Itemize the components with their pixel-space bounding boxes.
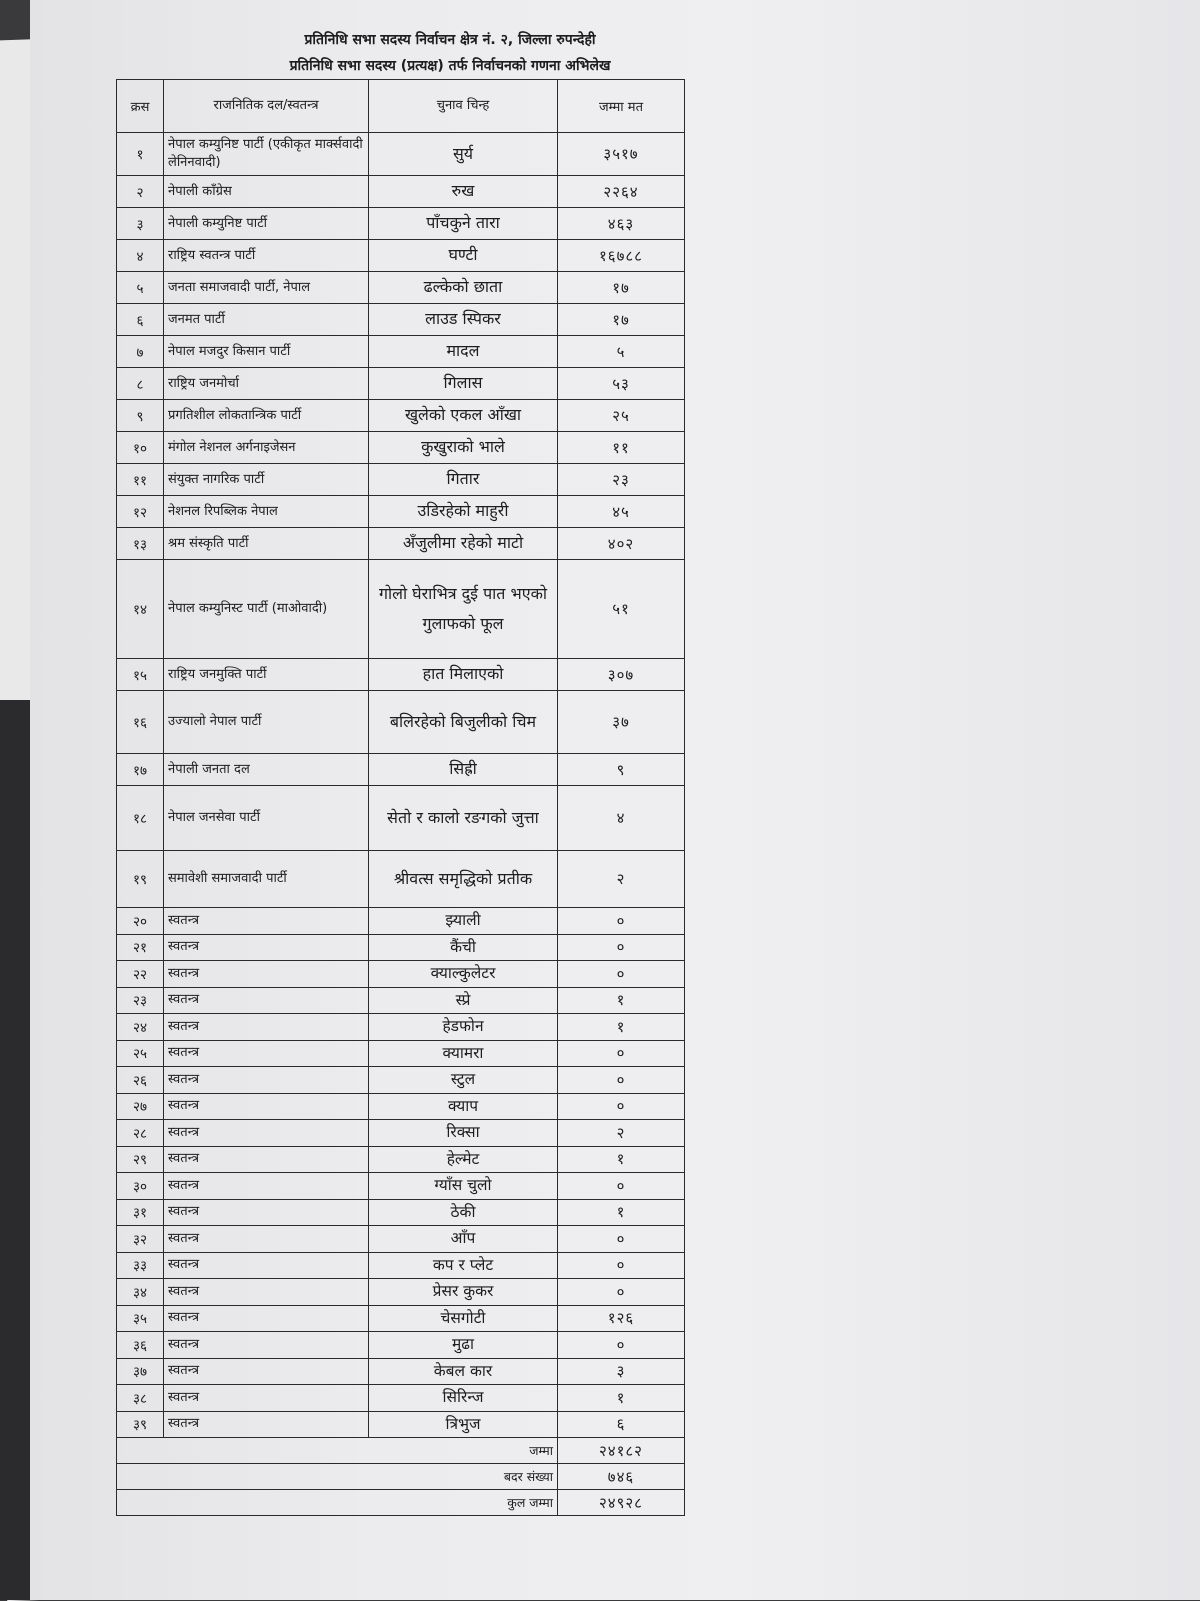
vote-count-cell: ४ [558, 786, 685, 851]
party-name-cell: उज्यालो नेपाल पार्टी [164, 691, 369, 754]
table-row [117, 336, 685, 368]
election-symbol-cell: उडिरहेको माहुरी [369, 496, 558, 528]
table-row [117, 961, 685, 988]
election-symbol-cell: स्टुल [369, 1067, 558, 1094]
serial-number-cell: ११ [117, 464, 164, 496]
serial-number-cell: २० [117, 908, 164, 935]
party-name-cell: स्वतन्त्र [164, 1358, 369, 1385]
vote-count-cell: २२६४ [558, 176, 685, 208]
table-header-row [117, 80, 685, 133]
election-symbol-cell: क्यामरा [369, 1040, 558, 1067]
vote-count-cell: १७ [558, 304, 685, 336]
election-symbol-cell: हेल्मेट [369, 1146, 558, 1173]
serial-number-cell: ७ [117, 336, 164, 368]
serial-number-cell: ३१ [117, 1199, 164, 1226]
party-name-cell: नेपाल जनसेवा पार्टी [164, 786, 369, 851]
election-symbol-cell: बलिरहेको बिजुलीको चिम [369, 691, 558, 754]
table-row [117, 133, 685, 176]
table-row [117, 304, 685, 336]
vote-count-cell: ० [558, 1173, 685, 1200]
table-row [117, 1358, 685, 1385]
vote-count-cell: १ [558, 1199, 685, 1226]
vote-count-cell: ० [558, 1252, 685, 1279]
party-name-cell: स्वतन्त्र [164, 1173, 369, 1200]
table-row [117, 851, 685, 908]
vote-count-cell: ४६३ [558, 208, 685, 240]
col-header-symbol: चुनाव चिन्ह [369, 80, 558, 133]
vote-count-cell: ० [558, 1093, 685, 1120]
serial-number-cell: १८ [117, 786, 164, 851]
table-row [117, 208, 685, 240]
election-symbol-cell: ठेकी [369, 1199, 558, 1226]
vote-count-cell: १ [558, 1014, 685, 1041]
serial-number-cell: १५ [117, 659, 164, 691]
summary-row [117, 1438, 685, 1464]
party-name-cell: स्वतन्त्र [164, 1332, 369, 1359]
table-row [117, 1385, 685, 1412]
vote-count-table [116, 79, 685, 1516]
serial-number-cell: २३ [117, 987, 164, 1014]
col-header-sn: क्रस [117, 80, 164, 133]
table-row [117, 1252, 685, 1279]
summary-label: जम्मा [117, 1438, 558, 1464]
election-symbol-cell: चेसगोटी [369, 1305, 558, 1332]
table-row [117, 528, 685, 560]
vote-count-cell: ५३ [558, 368, 685, 400]
party-name-cell: श्रम संस्कृति पार्टी [164, 528, 369, 560]
party-name-cell: जनमत पार्टी [164, 304, 369, 336]
election-symbol-cell: स्प्रे [369, 987, 558, 1014]
election-symbol-cell: त्रिभुज [369, 1411, 558, 1438]
party-name-cell: स्वतन्त्र [164, 1199, 369, 1226]
table-row [117, 934, 685, 961]
vote-count-cell: २५ [558, 400, 685, 432]
vote-count-cell: ० [558, 1067, 685, 1094]
vote-count-cell: १६७८८ [558, 240, 685, 272]
party-name-cell: स्वतन्त्र [164, 934, 369, 961]
vote-count-cell: ० [558, 1279, 685, 1306]
summary-value: ७४६ [558, 1464, 685, 1490]
election-symbol-cell: मुढा [369, 1332, 558, 1359]
vote-count-cell: १ [558, 987, 685, 1014]
election-symbol-cell: खुलेको एकल आँखा [369, 400, 558, 432]
party-name-cell: स्वतन्त्र [164, 1226, 369, 1253]
serial-number-cell: ३४ [117, 1279, 164, 1306]
summary-value: २४९२८ [558, 1490, 685, 1516]
vote-count-cell: १ [558, 1385, 685, 1412]
serial-number-cell: १४ [117, 560, 164, 659]
table-row [117, 1093, 685, 1120]
serial-number-cell: ३५ [117, 1305, 164, 1332]
serial-number-cell: ४ [117, 240, 164, 272]
serial-number-cell: ३९ [117, 1411, 164, 1438]
election-symbol-cell: प्रेसर कुकर [369, 1279, 558, 1306]
vote-count-cell: ० [558, 934, 685, 961]
election-symbol-cell: पाँचकुने तारा [369, 208, 558, 240]
party-name-cell: नेपाल कम्युनिष्ट पार्टी (एकीकृत मार्क्सवादी लेनिनवादी) [164, 133, 369, 176]
vote-count-cell: ६ [558, 1411, 685, 1438]
election-symbol-cell: गिलास [369, 368, 558, 400]
serial-number-cell: २७ [117, 1093, 164, 1120]
table-row [117, 400, 685, 432]
election-symbol-cell: घण्टी [369, 240, 558, 272]
table-row [117, 1279, 685, 1306]
serial-number-cell: १७ [117, 754, 164, 786]
serial-number-cell: १२ [117, 496, 164, 528]
election-symbol-cell: झ्याली [369, 908, 558, 935]
election-symbol-cell: सिरिन्ज [369, 1385, 558, 1412]
table-row [117, 496, 685, 528]
party-name-cell: नेपाली जनता दल [164, 754, 369, 786]
election-symbol-cell: केबल कार [369, 1358, 558, 1385]
vote-count-cell: ३७ [558, 691, 685, 754]
party-name-cell: स्वतन्त्र [164, 1120, 369, 1147]
vote-count-cell: ३५१७ [558, 133, 685, 176]
serial-number-cell: २४ [117, 1014, 164, 1041]
election-symbol-cell: गितार [369, 464, 558, 496]
vote-count-cell: ५ [558, 336, 685, 368]
party-name-cell: मंगोल नेशनल अर्गनाइजेसन [164, 432, 369, 464]
summary-label: बदर संख्या [117, 1464, 558, 1490]
party-name-cell: स्वतन्त्र [164, 1385, 369, 1412]
vote-count-cell: १ [558, 1146, 685, 1173]
summary-value: २४१८२ [558, 1438, 685, 1464]
serial-number-cell: २१ [117, 934, 164, 961]
table-row [117, 1040, 685, 1067]
party-name-cell: स्वतन्त्र [164, 908, 369, 935]
serial-number-cell: २९ [117, 1146, 164, 1173]
election-symbol-cell: अँजुलीमा रहेको माटो [369, 528, 558, 560]
election-symbol-cell: कैंची [369, 934, 558, 961]
party-name-cell: स्वतन्त्र [164, 1305, 369, 1332]
vote-count-cell: १७ [558, 272, 685, 304]
table-row [117, 908, 685, 935]
party-name-cell: स्वतन्त्र [164, 961, 369, 988]
election-symbol-cell: रिक्सा [369, 1120, 558, 1147]
serial-number-cell: ३ [117, 208, 164, 240]
document-subtitle: प्रतिनिधि सभा सदस्य (प्रत्यक्ष) तर्फ निर्वाचनको गणना अभिलेख [289, 58, 611, 74]
party-name-cell: समावेशी समाजवादी पार्टी [164, 851, 369, 908]
table-row [117, 987, 685, 1014]
serial-number-cell: ३० [117, 1173, 164, 1200]
table-row [117, 464, 685, 496]
election-symbol-cell: ढल्केको छाता [369, 272, 558, 304]
vote-count-cell: ३०७ [558, 659, 685, 691]
serial-number-cell: २ [117, 176, 164, 208]
table-row [117, 1173, 685, 1200]
party-name-cell: स्वतन्त्र [164, 1411, 369, 1438]
table-row [117, 691, 685, 754]
vote-count-cell: ० [558, 961, 685, 988]
vote-count-cell: ४०२ [558, 528, 685, 560]
election-symbol-cell: लाउड स्पिकर [369, 304, 558, 336]
party-name-cell: स्वतन्त्र [164, 1252, 369, 1279]
election-symbol-cell: सिह्री [369, 754, 558, 786]
party-name-cell: नेपाली कम्युनिष्ट पार्टी [164, 208, 369, 240]
party-name-cell: स्वतन्त्र [164, 1093, 369, 1120]
table-row [117, 432, 685, 464]
summary-row [117, 1464, 685, 1490]
table-row [117, 786, 685, 851]
table-row [117, 176, 685, 208]
serial-number-cell: ३८ [117, 1385, 164, 1412]
vote-count-cell: ३ [558, 1358, 685, 1385]
serial-number-cell: २२ [117, 961, 164, 988]
table-row [117, 240, 685, 272]
party-name-cell: प्रगतिशील लोकतान्त्रिक पार्टी [164, 400, 369, 432]
serial-number-cell: ३३ [117, 1252, 164, 1279]
table-row [117, 368, 685, 400]
serial-number-cell: १३ [117, 528, 164, 560]
serial-number-cell: १९ [117, 851, 164, 908]
table-row [117, 1305, 685, 1332]
table-row [117, 1146, 685, 1173]
table-row [117, 1120, 685, 1147]
party-name-cell: संयुक्त नागरिक पार्टी [164, 464, 369, 496]
table-row [117, 754, 685, 786]
party-name-cell: नेशनल रिपब्लिक नेपाल [164, 496, 369, 528]
vote-count-cell: २ [558, 1120, 685, 1147]
vote-count-cell: ० [558, 908, 685, 935]
election-symbol-cell: कप र प्लेट [369, 1252, 558, 1279]
serial-number-cell: २८ [117, 1120, 164, 1147]
election-symbol-cell: सेतो र कालो रङगको जुत्ता [369, 786, 558, 851]
election-symbol-cell: हेडफोन [369, 1014, 558, 1041]
election-symbol-cell: क्याप [369, 1093, 558, 1120]
election-symbol-cell: क्याल्कुलेटर [369, 961, 558, 988]
vote-count-cell: २३ [558, 464, 685, 496]
vote-count-cell: ० [558, 1332, 685, 1359]
election-symbol-cell: श्रीवत्स समृद्धिको प्रतीक [369, 851, 558, 908]
serial-number-cell: ३७ [117, 1358, 164, 1385]
party-name-cell: राष्ट्रिय स्वतन्त्र पार्टी [164, 240, 369, 272]
election-symbol-cell: रुख [369, 176, 558, 208]
serial-number-cell: १० [117, 432, 164, 464]
table-row [117, 272, 685, 304]
summary-label: कुल जम्मा [117, 1490, 558, 1516]
vote-count-cell: ० [558, 1040, 685, 1067]
serial-number-cell: ३२ [117, 1226, 164, 1253]
party-name-cell: राष्ट्रिय जनमुक्ति पार्टी [164, 659, 369, 691]
party-name-cell: नेपाल कम्युनिस्ट पार्टी (माओवादी) [164, 560, 369, 659]
party-name-cell: राष्ट्रिय जनमोर्चा [164, 368, 369, 400]
serial-number-cell: ९ [117, 400, 164, 432]
serial-number-cell: १ [117, 133, 164, 176]
vote-count-cell: ९ [558, 754, 685, 786]
party-name-cell: जनता समाजवादी पार्टी, नेपाल [164, 272, 369, 304]
serial-number-cell: ८ [117, 368, 164, 400]
vote-count-cell: ४५ [558, 496, 685, 528]
table-row [117, 1199, 685, 1226]
party-name-cell: नेपाली काँग्रेस [164, 176, 369, 208]
serial-number-cell: ६ [117, 304, 164, 336]
vote-count-cell: ११ [558, 432, 685, 464]
serial-number-cell: २६ [117, 1067, 164, 1094]
table-row [117, 560, 685, 659]
serial-number-cell: ३६ [117, 1332, 164, 1359]
party-name-cell: स्वतन्त्र [164, 1014, 369, 1041]
vote-count-cell: ० [558, 1226, 685, 1253]
table-row [117, 1411, 685, 1438]
col-header-votes: जम्मा मत [558, 80, 685, 133]
serial-number-cell: १६ [117, 691, 164, 754]
table-row [117, 1014, 685, 1041]
vote-count-cell: २ [558, 851, 685, 908]
table-row [117, 1067, 685, 1094]
election-symbol-cell: सुर्य [369, 133, 558, 176]
table-row [117, 1226, 685, 1253]
party-name-cell: स्वतन्त्र [164, 1040, 369, 1067]
party-name-cell: स्वतन्त्र [164, 1146, 369, 1173]
serial-number-cell: ५ [117, 272, 164, 304]
table-row [117, 659, 685, 691]
party-name-cell: स्वतन्त्र [164, 1067, 369, 1094]
election-symbol-cell: मादल [369, 336, 558, 368]
table-row [117, 1332, 685, 1359]
party-name-cell: नेपाल मजदुर किसान पार्टी [164, 336, 369, 368]
col-header-party: राजनितिक दल/स्वतन्त्र [164, 80, 369, 133]
document-title: प्रतिनिधि सभा सदस्य निर्वाचन क्षेत्र नं. २, जिल्ला रुपन्देही [304, 32, 596, 48]
party-name-cell: स्वतन्त्र [164, 987, 369, 1014]
vote-count-cell: १२६ [558, 1305, 685, 1332]
tally-sheet [30, 0, 1200, 1600]
vote-count-cell: ५१ [558, 560, 685, 659]
serial-number-cell: २५ [117, 1040, 164, 1067]
election-symbol-cell: गोलो घेराभित्र दुई पात भएको गुलाफको फूल [369, 560, 558, 659]
election-symbol-cell: हात मिलाएको [369, 659, 558, 691]
summary-row [117, 1490, 685, 1516]
party-name-cell: स्वतन्त्र [164, 1279, 369, 1306]
election-symbol-cell: कुखुराको भाले [369, 432, 558, 464]
election-symbol-cell: आँप [369, 1226, 558, 1253]
election-symbol-cell: ग्याँस चुलो [369, 1173, 558, 1200]
